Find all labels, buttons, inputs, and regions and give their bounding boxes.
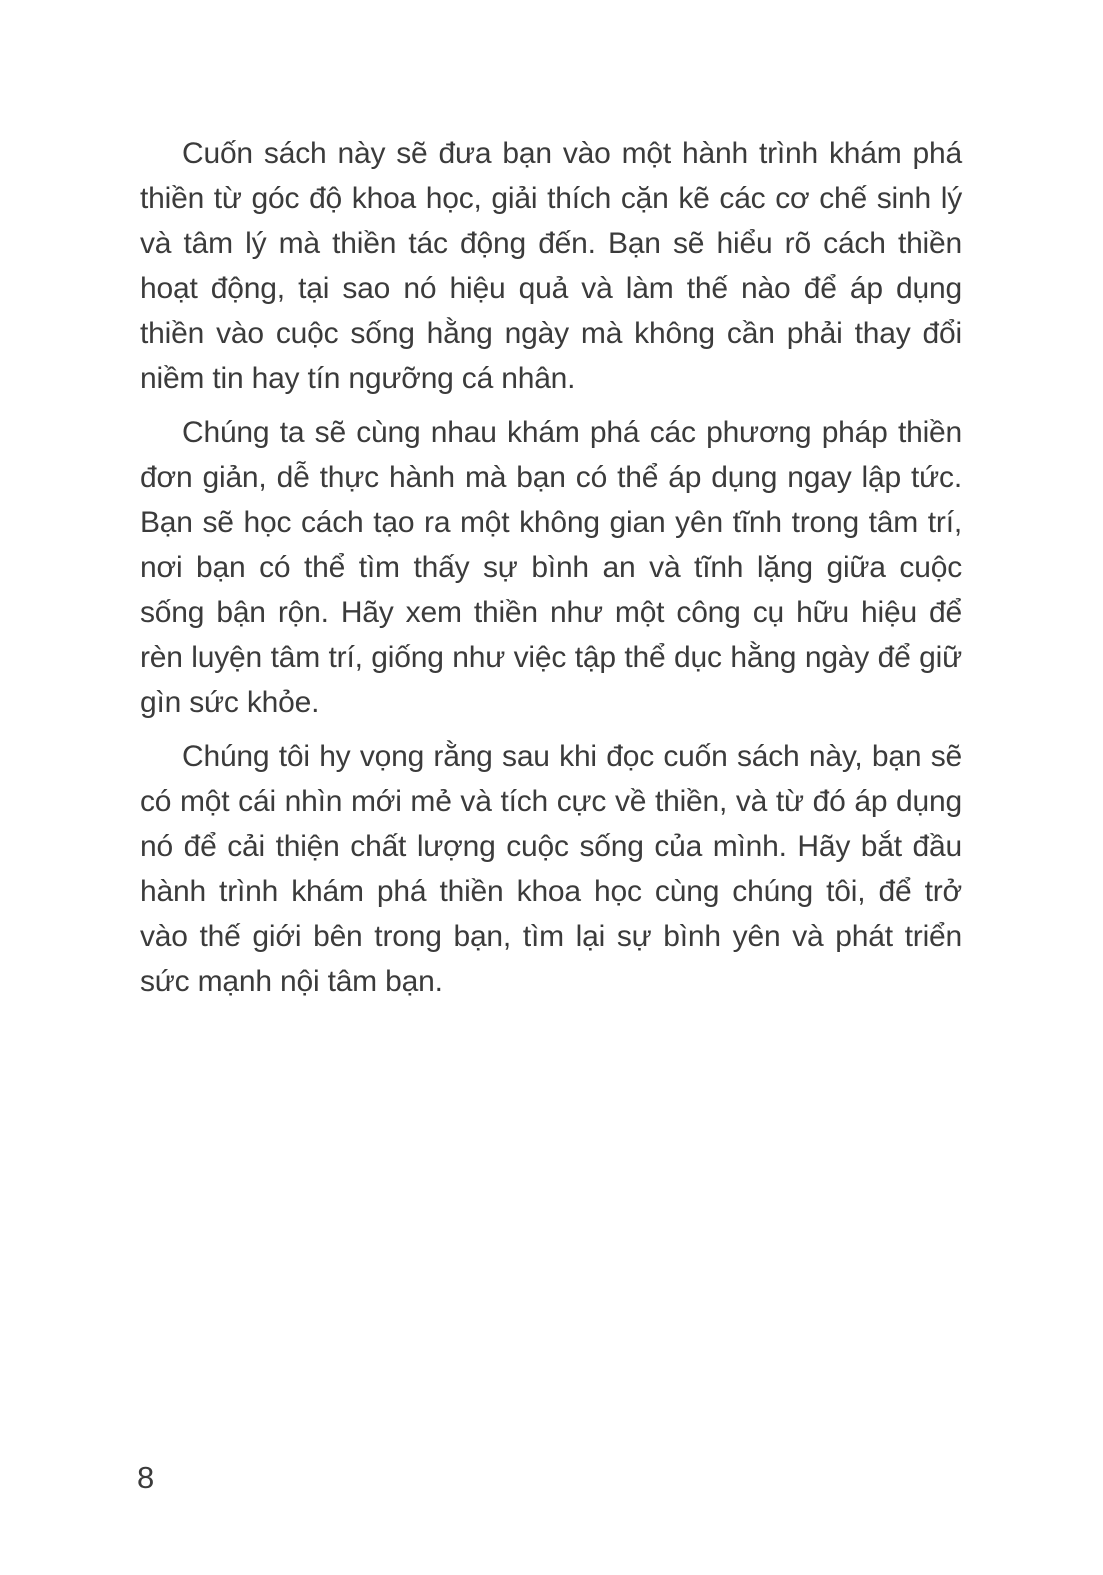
body-paragraph-3: Chúng tôi hy vọng rằng sau khi đọc cuốn sách này, bạn sẽ có một cái nhìn mới mẻ và tích cực về thiền, và từ đó áp dụng nó để cải thiện chất lượng cuộc sống của mình. Hãy bắt đầu hành trình khám phá thiền khoa học cùng chúng tôi, để trở vào thế giới bên trong bạn, tìm lại sự bình yên và phát triển sức mạnh nội tâm bạn. xyxy=(140,740,962,998)
body-paragraph-2: Chúng ta sẽ cùng nhau khám phá các phương pháp thiền đơn giản, dễ thực hành mà bạn có thể áp dụng ngay lập tức. Bạn sẽ học cách tạo ra một không gian yên tĩnh trong tâm trí, nơi bạn có thể tìm thấy sự bình an và tĩnh lặng giữa cuộc sống bận rộn. Hãy xem thiền như một công cụ hữu hiệu để rèn luyện tâm trí, giống như việc tập thể dục hằng ngày để giữ gìn sức khỏe. xyxy=(140,416,962,719)
page-body-text xyxy=(140,131,962,1013)
page-number: 8 xyxy=(137,1460,155,1495)
page-footer xyxy=(137,1455,154,1500)
body-paragraph-1: Cuốn sách này sẽ đưa bạn vào một hành trình khám phá thiền từ góc độ khoa học, giải thích cặn kẽ các cơ chế sinh lý và tâm lý mà thiền tác động đến. Bạn sẽ hiểu rõ cách thiền hoạt động, tại sao nó hiệu quả và làm thế nào để áp dụng thiền vào cuộc sống hằng ngày mà không cần phải thay đổi niềm tin hay tín ngưỡng cá nhân. xyxy=(140,137,962,395)
